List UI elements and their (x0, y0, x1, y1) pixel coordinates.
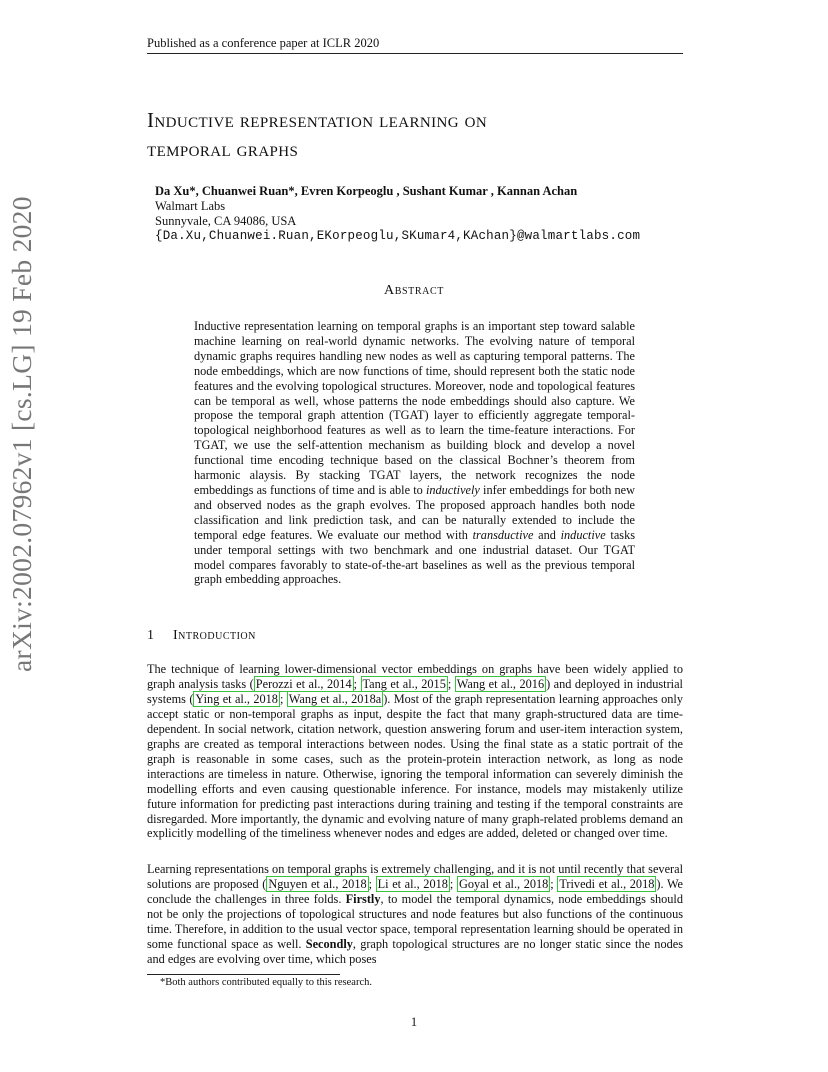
abstract-heading: Abstract (384, 283, 444, 298)
citation-link[interactable]: Perozzi et al., 2014 (255, 676, 352, 691)
footnote: *Both authors contributed equally to this research. (160, 977, 372, 988)
paragraph-text: ). Most of the graph representation learning approaches only accept static or non-temporal graphs as input, despite the fact that many graph-structured data are time-dependent. In social network, citation network, question answering forum and user-item interaction system, graphs are created as temporal interactions between nodes. Using the final state as a static portrait of the graph is reasonable in some cases, such as the protein-protein interaction network, as long as node interactions are timeless in nature. Otherwise, ignoring the temporal information can severely diminish the modelling efforts and even causing questionable inference. For instance, models may mistakenly utilize future information for predicting past interactions during training and testing if the temporal constraints are disregarded. More importantly, the dynamic and evolving nature of many graph-related problems demand an explicitly modelling of the timeliness whenever nodes and edges are added, deleted or changed over time. (147, 691, 683, 841)
abstract-emphasis: transductive (472, 527, 534, 542)
affiliation: Walmart Labs (155, 199, 226, 213)
bold-term: Firstly (345, 891, 381, 906)
intro-paragraph-1 (147, 662, 683, 841)
citation-separator: ; (550, 876, 558, 891)
title-line-2: temporal graphs (147, 137, 299, 161)
section-heading-introduction (147, 628, 256, 644)
address: Sunnyvale, CA 94086, USA (155, 214, 297, 228)
intro-paragraph-2 (147, 862, 683, 967)
citation-separator: ; (279, 691, 287, 706)
venue-note: Published as a conference paper at ICLR 2020 (147, 36, 380, 50)
header-rule (147, 53, 683, 54)
citation-link[interactable]: Trivedi et al., 2018 (559, 876, 655, 891)
citation-separator: ; (449, 876, 457, 891)
citation-link[interactable]: Li et al., 2018 (377, 876, 448, 891)
section-number: 1 (147, 628, 154, 643)
citation-separator: ; (353, 676, 361, 691)
citation-link[interactable]: Tang et al., 2015 (362, 676, 446, 691)
abstract-emphasis: inductively (425, 482, 480, 497)
citation-link[interactable]: Goyal et al., 2018 (458, 876, 549, 891)
title-line-1: Inductive representation learning on (147, 108, 488, 132)
abstract-text: tasks under temporal settings with two benchmark and one industrial dataset. Our TGAT model compares favorably to state-of-the-art baselines as well as the previous temporal graph embedding approaches. (194, 527, 635, 587)
footnote-rule (147, 974, 340, 975)
paragraph-text: ). We conclude the challenges in three folds. (147, 876, 684, 906)
arxiv-stamp[interactable]: arXiv:2002.07962v1 [cs.LG] 19 Feb 2020 (6, 196, 37, 672)
citation-link[interactable]: Nguyen et al., 2018 (268, 876, 367, 891)
abstract-text: infer embeddings for both new and observed nodes as the graph evolves. The proposed approach handles both node classification and link prediction task, and can be naturally extended to include the temporal edge features. We evaluate our method with (194, 482, 635, 542)
author-list: Da Xu*, Chuanwei Ruan*, Evren Korpeoglu , Sushant Kumar , Kannan Achan (155, 184, 578, 198)
citation-separator: ; (368, 876, 376, 891)
citation-link[interactable]: Ying et al., 2018 (195, 691, 278, 706)
paragraph-text: Learning representations on temporal graphs is extremely challenging, and it is not until recently that several solutions are proposed ( (147, 862, 683, 891)
citation-link[interactable]: Wang et al., 2016 (456, 676, 545, 691)
paragraph-text: The technique of learning lower-dimensional vector embeddings on graphs have been widely applied to graph analysis tasks ( (147, 662, 683, 691)
citation-separator: ; (447, 676, 455, 691)
author-emails[interactable]: {Da.Xu,Chuanwei.Ruan,EKorpeoglu,SKumar4,KAchan}@walmartlabs.com (155, 229, 641, 243)
bold-term: Secondly (305, 936, 353, 951)
citation-link[interactable]: Wang et al., 2018a (288, 691, 382, 706)
paper-title (147, 106, 687, 164)
abstract-text: and (533, 527, 561, 542)
abstract-text: Inductive representation learning on temporal graphs is an important step toward salable machine learning on real-world dynamic networks. The evolving nature of temporal dynamic graphs requires handling new nodes as well as capturing temporal patterns. The node embeddings, which are now functions of time, should represent both the static node features and the evolving topological structures. Moreover, node and topological features can be temporal as well, whose patterns the node embeddings should also capture. We propose the temporal graph attention (TGAT) layer to efficiently aggregate temporal-topological neighborhood features as well as to learn the time-feature interactions. For TGAT, we use the self-attention mechanism as building block and develop a novel functional time encoding technique based on the classical Bochner’s theorem from harmonic alaysis. By stacking TGAT layers, the network recognizes the node embeddings as functions of time and is able to (194, 319, 635, 497)
paragraph-text: ) and deployed in industrial systems ( (147, 676, 683, 706)
abstract-body (194, 319, 635, 587)
paragraph-text: , to model the temporal dynamics, node embeddings should not be only the projections of topological structures and node features but also functions of the continuous time. Therefore, in addition to the usual vector space, temporal representation learning should be operated in some functional space as well. (147, 891, 683, 951)
section-title: Introduction (173, 628, 256, 643)
abstract-emphasis: inductive (560, 527, 606, 542)
page-number: 1 (410, 1015, 418, 1029)
paragraph-text: , graph topological structures are no longer static since the nodes and edges are evolving over time, which poses (147, 936, 683, 966)
